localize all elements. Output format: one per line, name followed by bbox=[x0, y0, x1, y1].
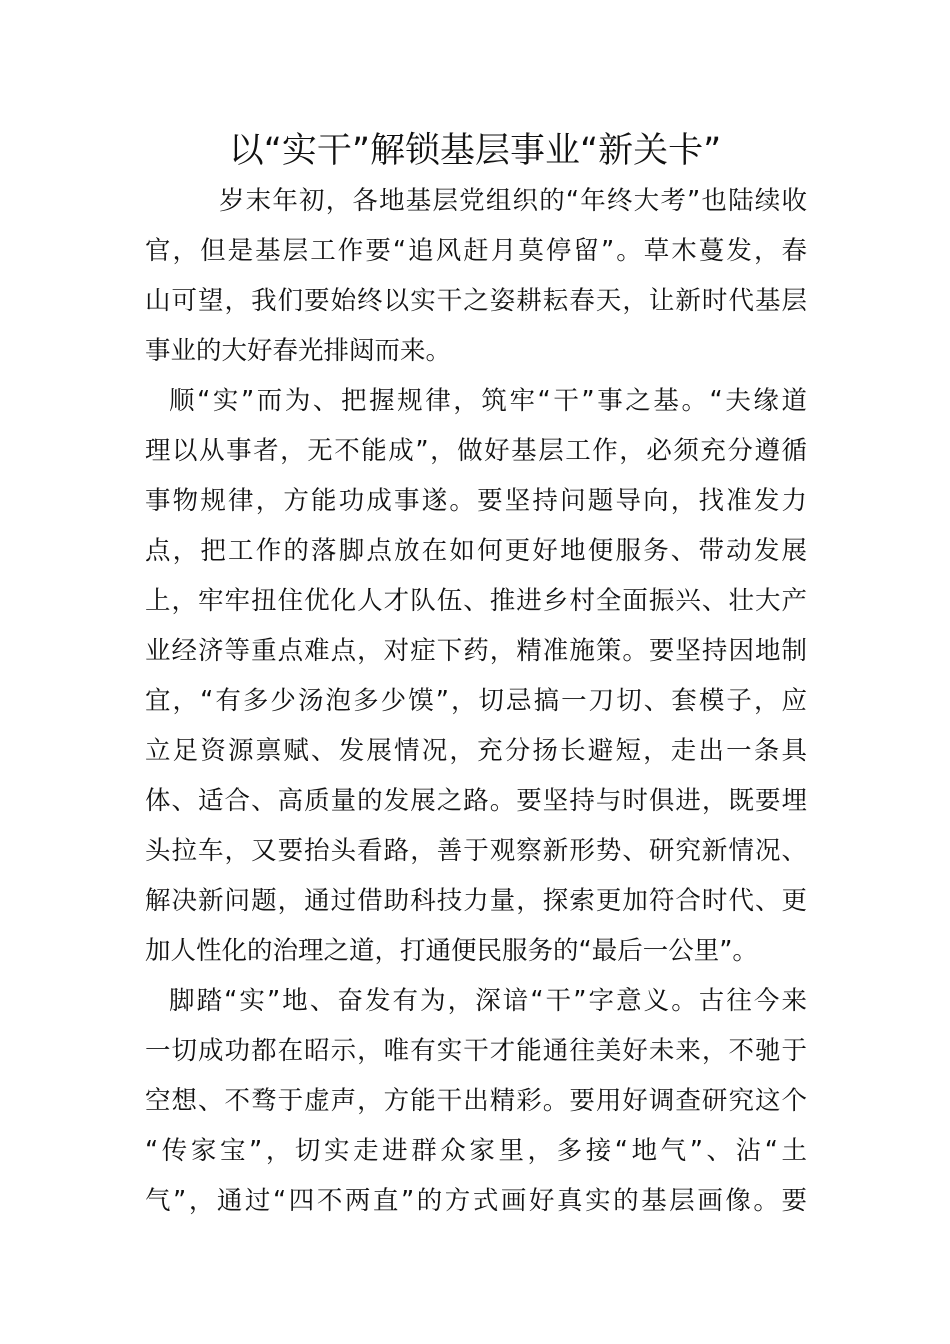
paragraph-1-line-3: 山可望，我们要始终以实干之姿耕耘春天，让新时代基层 bbox=[145, 286, 807, 316]
paragraph-2-line-3: 事物规律，方能功成事遂。要坚持问题导向，找准发力 bbox=[145, 486, 807, 516]
paragraph-2-line-7: 宜，“有多少汤泡多少馍”，切忌搞一刀切、套模子，应 bbox=[145, 686, 807, 716]
paragraph-3-line-5: 气”，通过“四不两直”的方式画好真实的基层画像。要 bbox=[145, 1186, 807, 1216]
paragraph-3-line-4: “传家宝”，切实走进群众家里，多接“地气”、沾“土 bbox=[145, 1136, 807, 1166]
document-body bbox=[145, 176, 807, 1226]
paragraph-3-line-1: 脚踏“实”地、奋发有为，深谙“干”字意义。古往今来 bbox=[169, 986, 807, 1016]
paragraph-1-line-2: 官，但是基层工作要“追风赶月莫停留”。草木蔓发，春 bbox=[145, 236, 807, 266]
paragraph-1-line-4: 事业的大好春光排闼而来。 bbox=[145, 336, 452, 366]
paragraph-2-line-11: 解决新问题，通过借助科技力量，探索更加符合时代、更 bbox=[145, 886, 807, 916]
paragraph-3-line-2: 一切成功都在昭示，唯有实干才能通往美好未来，不驰于 bbox=[145, 1036, 807, 1066]
paragraph-2-line-10: 头拉车，又要抬头看路，善于观察新形势、研究新情况、 bbox=[145, 836, 807, 866]
paragraph-2-line-5: 上，牢牢扭住优化人才队伍、推进乡村全面振兴、壮大产 bbox=[145, 586, 807, 616]
paragraph-3-line-3: 空想、不骛于虚声，方能干出精彩。要用好调查研究这个 bbox=[145, 1086, 807, 1116]
paragraph-2-line-4: 点，把工作的落脚点放在如何更好地便服务、带动发展 bbox=[145, 536, 807, 566]
paragraph-2-line-9: 体、适合、高质量的发展之路。要坚持与时俱进，既要埋 bbox=[145, 786, 807, 816]
document-title: 以“实干”解锁基层事业“新关卡” bbox=[228, 131, 722, 171]
paragraph-2-line-12: 加人性化的治理之道，打通便民服务的“最后一公里”。 bbox=[145, 936, 758, 966]
paragraph-1-line-1: 岁末年初，各地基层党组织的“年终大考”也陆续收 bbox=[219, 186, 807, 216]
paragraph-2-line-1: 顺“实”而为、把握规律，筑牢“干”事之基。“夫缘道 bbox=[169, 386, 807, 416]
paragraph-2-line-2: 理以从事者，无不能成”，做好基层工作，必须充分遵循 bbox=[145, 436, 807, 466]
paragraph-2-line-8: 立足资源禀赋、发展情况，充分扬长避短，走出一条具 bbox=[145, 736, 807, 766]
paragraph-2-line-6: 业经济等重点难点，对症下药，精准施策。要坚持因地制 bbox=[145, 636, 807, 666]
